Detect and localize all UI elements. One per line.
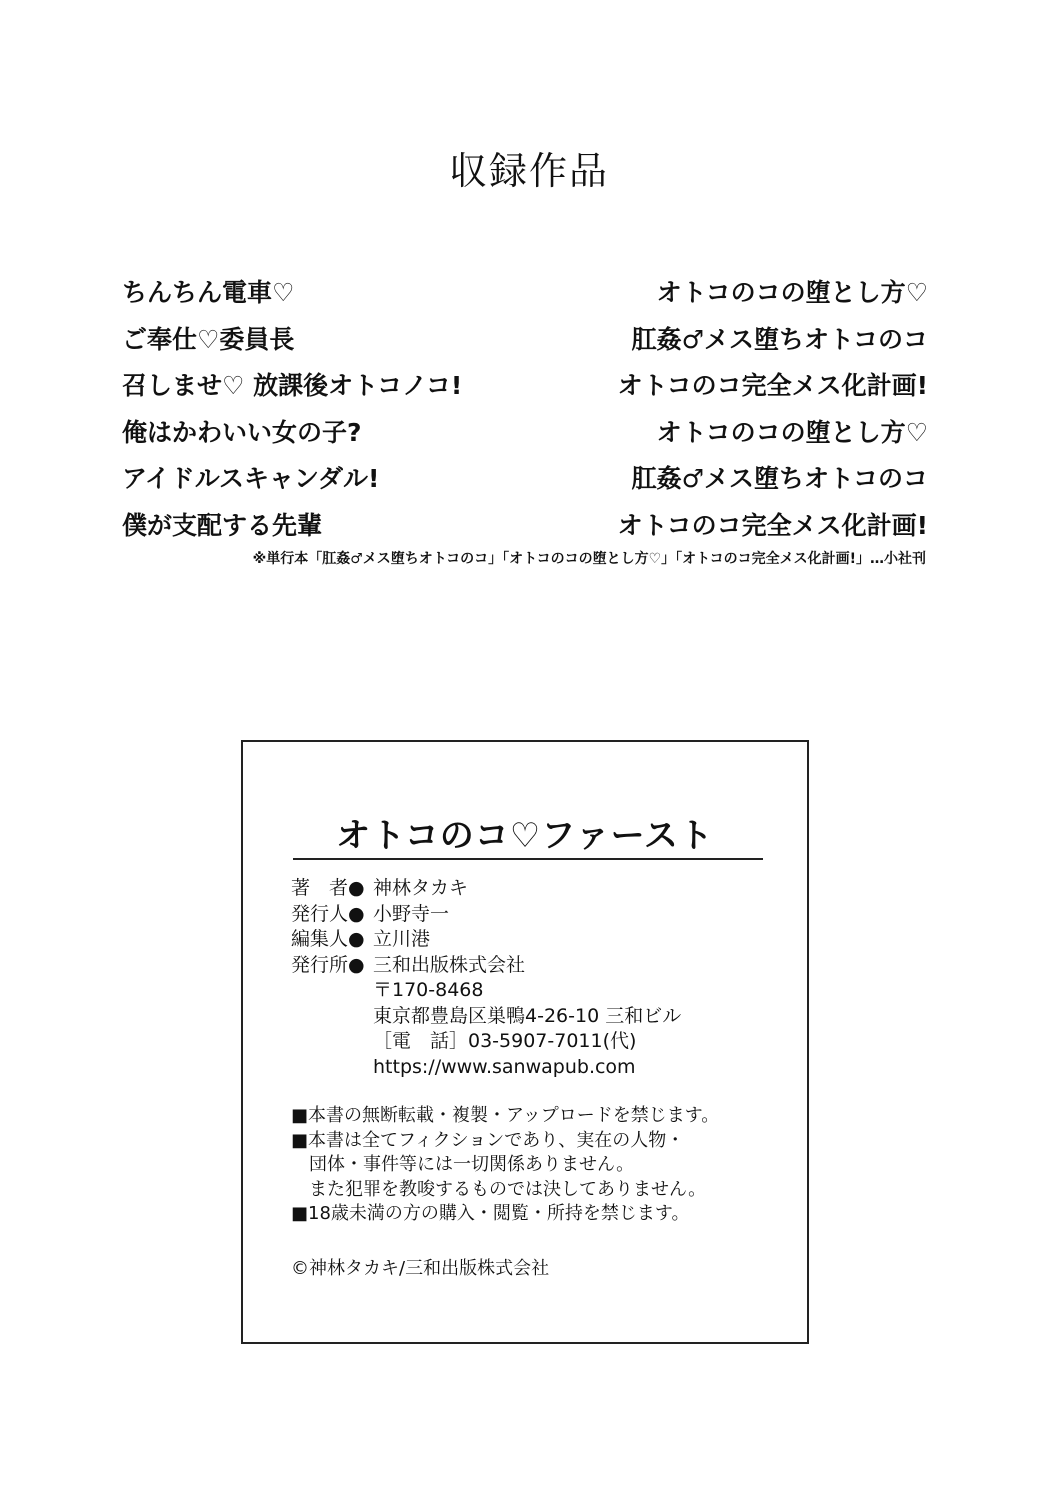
work-source: オトコのコの堕とし方♡ xyxy=(656,278,928,308)
work-row xyxy=(122,315,928,362)
work-source: オトコのコ完全メス化計画! xyxy=(617,371,928,401)
notice-line: ■本書は全てフィクションであり、実在の人物・ xyxy=(291,1129,685,1151)
work-title: ちんちん電車♡ xyxy=(122,278,295,308)
phone-number: ［電 話］03-5907-7011(代) xyxy=(373,1030,637,1052)
copyright-line: ©神林タカキ/三和出版株式会社 xyxy=(291,1258,550,1279)
book-title: オトコのコ♡ファースト xyxy=(336,816,714,856)
credit-value: 小野寺一 xyxy=(373,902,450,925)
website-url[interactable]: https://www.sanwapub.com xyxy=(373,1055,636,1078)
work-row xyxy=(122,408,928,455)
notice-line: ■18歳未満の方の購入・閲覧・所持を禁じます。 xyxy=(291,1203,690,1224)
credit-row xyxy=(291,902,525,928)
credit-label: 著 者● xyxy=(291,877,365,899)
work-row xyxy=(122,268,928,315)
credits-list xyxy=(291,876,525,978)
credit-row xyxy=(291,876,525,902)
work-title: 俺はかわいい女の子? xyxy=(122,417,362,447)
work-row xyxy=(122,501,928,548)
credit-row xyxy=(291,953,525,979)
publisher-address xyxy=(373,978,681,1080)
credit-value: 立川港 xyxy=(373,928,431,950)
notice-line: 団体・事件等には一切関係ありません。 xyxy=(291,1154,635,1175)
work-title: 僕が支配する先輩 xyxy=(122,510,323,540)
credit-label: 編集人● xyxy=(291,928,365,950)
work-source: 肛姦♂メス堕ちオトコのコ xyxy=(631,464,928,494)
credit-value: 三和出版株式会社 xyxy=(373,953,526,976)
work-source: 肛姦♂メス堕ちオトコのコ xyxy=(631,324,928,354)
notice-line: また犯罪を教唆するものでは決してありません。 xyxy=(291,1178,707,1200)
works-list xyxy=(122,268,928,547)
work-row xyxy=(122,454,928,501)
street-address: 東京都豊島区巣鴨4-26-10 三和ビル xyxy=(373,1004,682,1027)
credit-label: 発行人● xyxy=(291,902,365,925)
work-row xyxy=(122,361,928,408)
work-title: アイドルスキャンダル! xyxy=(122,464,380,494)
colophon-box xyxy=(241,740,809,1344)
section-title: 収録作品 xyxy=(448,149,609,193)
credit-value: 神林タカキ xyxy=(373,877,469,899)
source-note: ※単行本「肛姦♂メス堕ちオトコのコ」「オトコのコの堕とし方♡」「オトコのコ完全メス化計画!」…小社刊 xyxy=(252,551,926,567)
notice-line: ■本書の無断転載・複製・アップロードを禁じます。 xyxy=(291,1105,720,1126)
work-title: ご奉仕♡委員長 xyxy=(122,324,295,354)
title-divider xyxy=(293,858,763,860)
legal-notices xyxy=(291,1104,719,1227)
work-source: オトコのコ完全メス化計画! xyxy=(617,510,928,540)
work-title: 召しませ♡ 放課後オトコノコ! xyxy=(122,371,463,401)
postal-code: 〒170-8468 xyxy=(373,979,484,1001)
work-source: オトコのコの堕とし方♡ xyxy=(656,417,928,447)
credit-label: 発行所● xyxy=(291,953,365,976)
credit-row xyxy=(291,927,525,953)
